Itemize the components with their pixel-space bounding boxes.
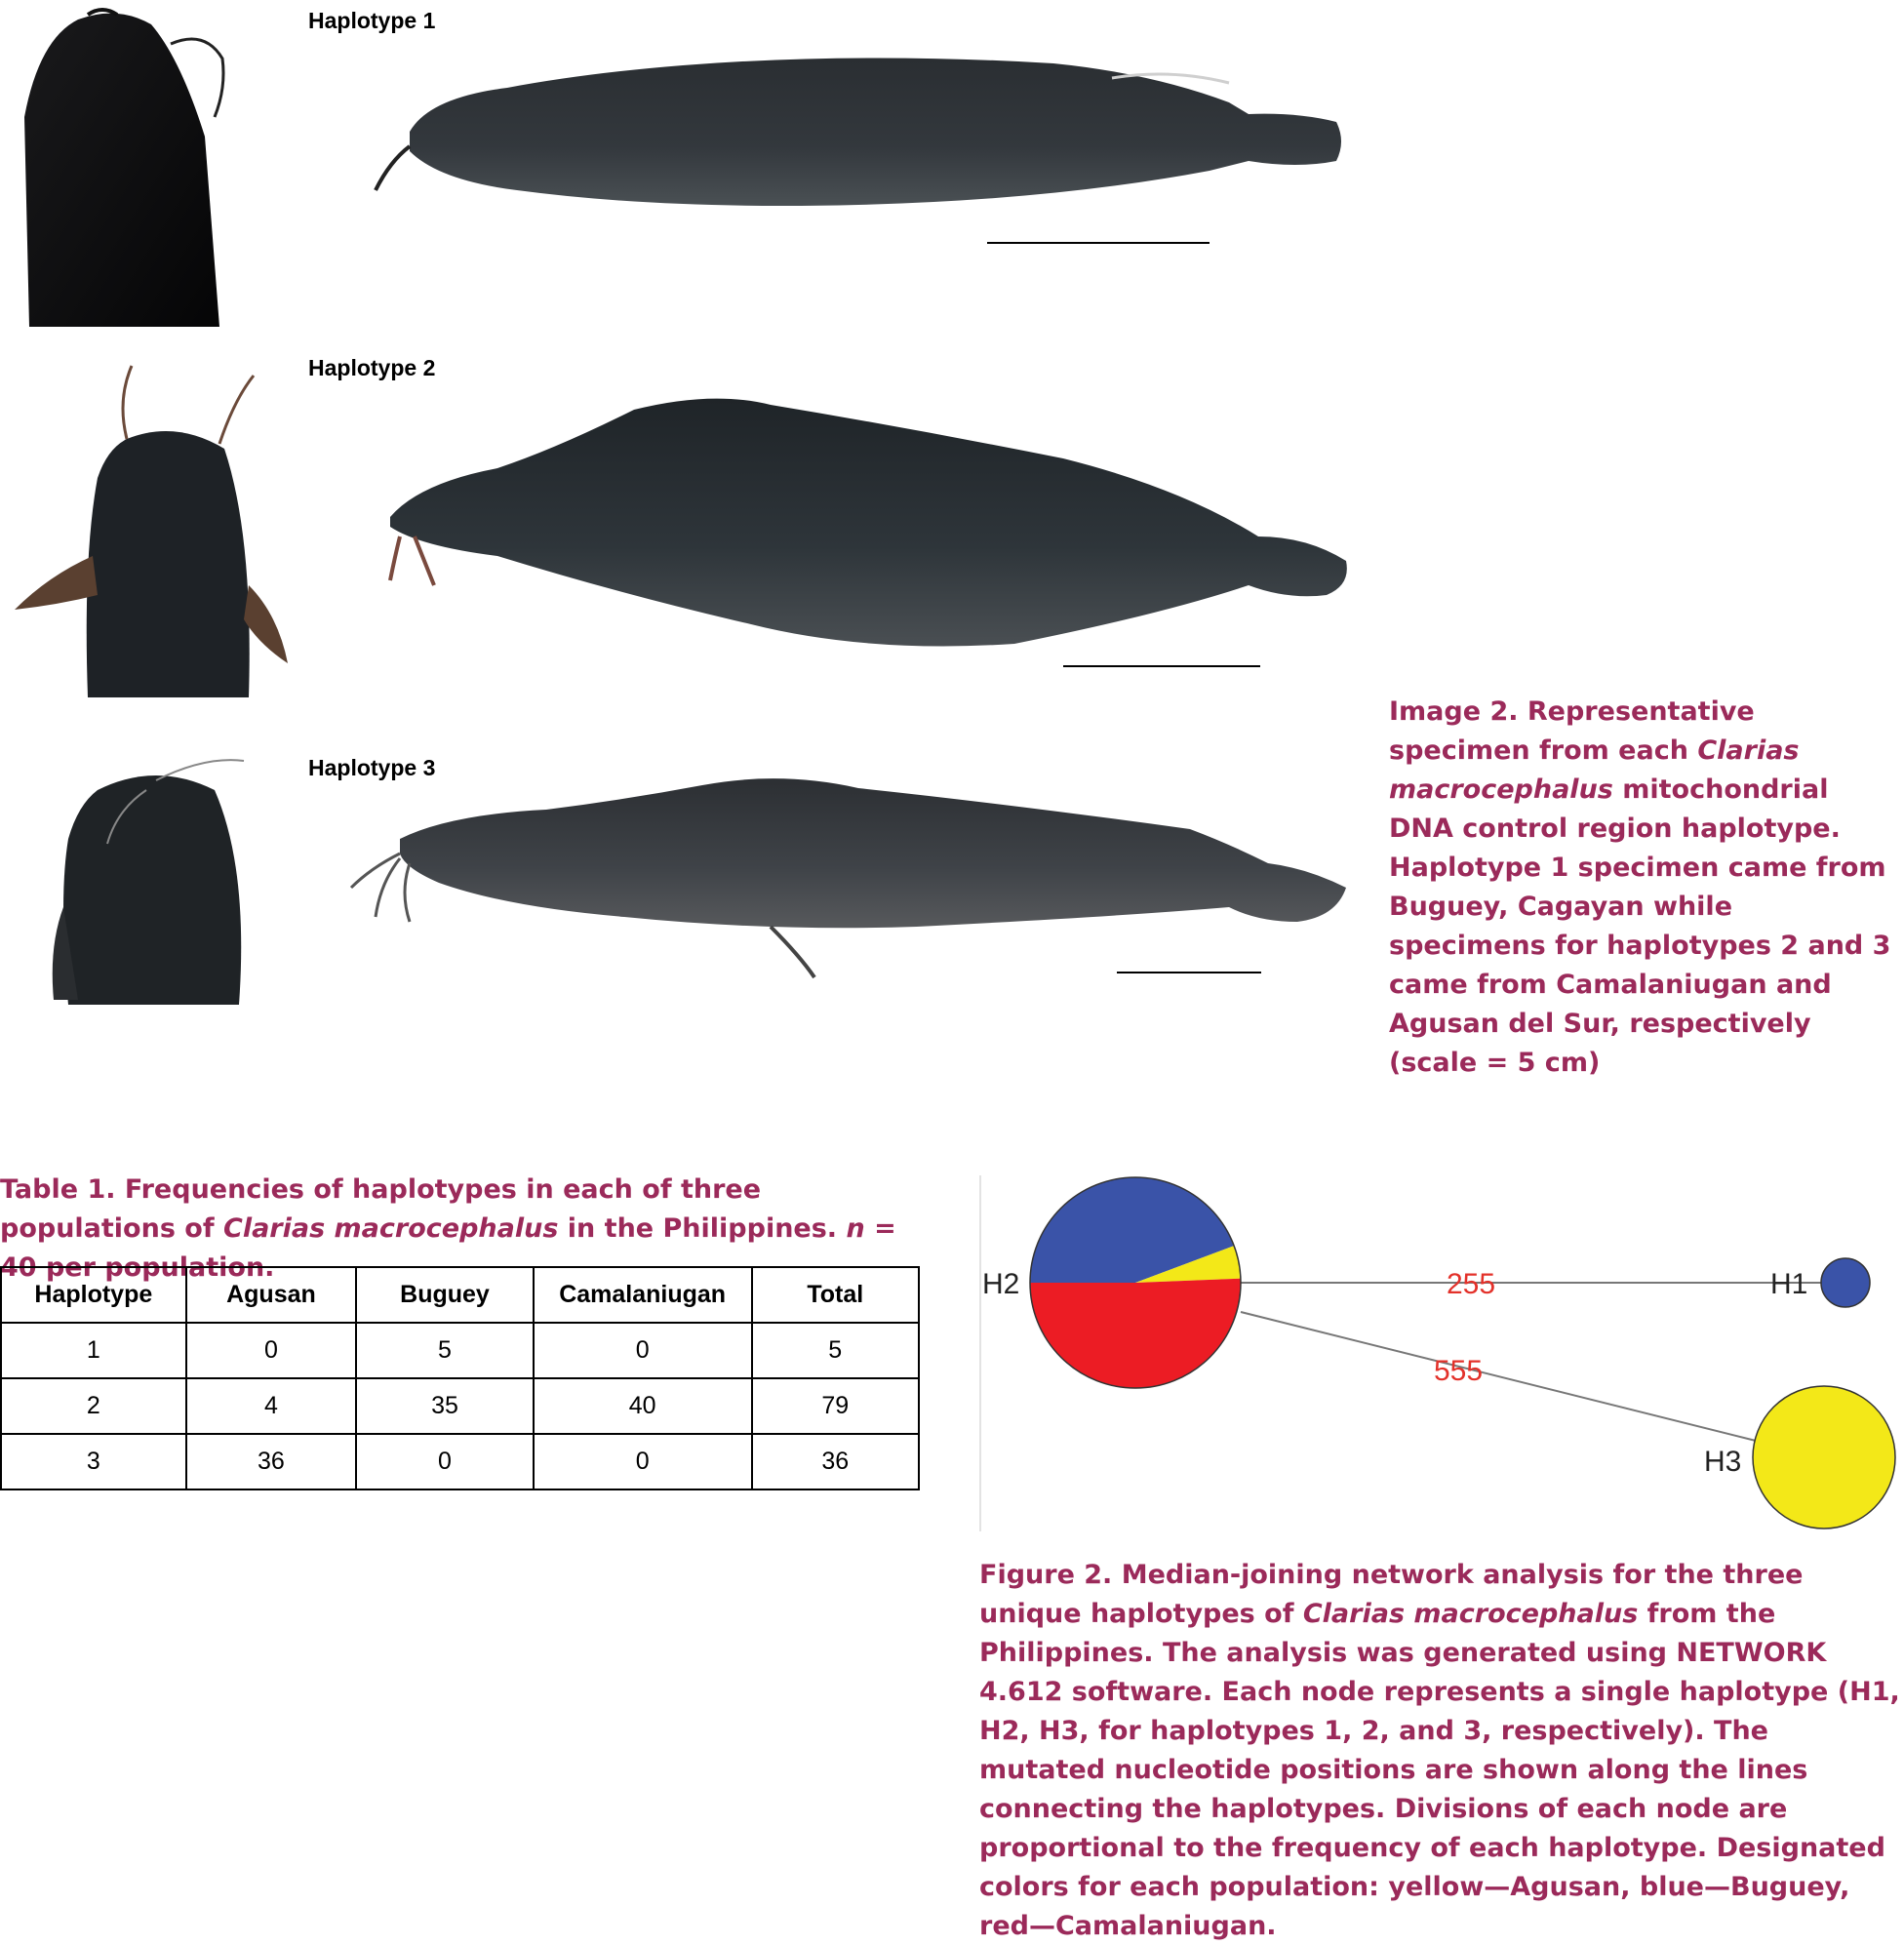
node-h1 <box>1821 1258 1870 1307</box>
image-caption-prefix: Image 2. Representative specimen from each <box>1389 696 1755 766</box>
cell: 35 <box>356 1378 534 1434</box>
edge-h2-h1-label: 255 <box>1447 1268 1496 1300</box>
haplotype-2-head-photo <box>10 361 293 702</box>
cell: 40 <box>534 1378 752 1434</box>
cell: 36 <box>186 1434 357 1489</box>
haplotype-2-label: Haplotype 2 <box>308 355 436 380</box>
haplotype-1-body-photo <box>371 44 1356 219</box>
haplotype-network <box>975 1166 1904 1546</box>
haplotype-1-scale-bar <box>987 242 1210 244</box>
table-row <box>1 1434 919 1489</box>
haplotype-2-body-photo <box>380 390 1356 663</box>
cell: 2 <box>1 1378 186 1434</box>
table-header-row <box>1 1267 919 1323</box>
haplotype-1-label: Haplotype 1 <box>308 8 436 33</box>
haplotype-3-scale-bar <box>1117 972 1261 973</box>
header-haplotype: Haplotype <box>1 1267 186 1323</box>
cell: 0 <box>356 1434 534 1489</box>
haplotype-3-label: Haplotype 3 <box>308 755 436 780</box>
haplotype-3-head-photo <box>39 751 263 1010</box>
node-h3 <box>1753 1386 1895 1529</box>
haplotype-2-scale-bar <box>1063 665 1260 667</box>
header-buguey: Buguey <box>356 1267 534 1323</box>
cell: 1 <box>1 1323 186 1378</box>
table-row <box>1 1378 919 1434</box>
edge-h2-h3 <box>1241 1312 1756 1441</box>
node-h3-label: H3 <box>1704 1446 1742 1478</box>
table-caption-species: Clarias macrocephalus <box>223 1213 559 1244</box>
node-h2-label: H2 <box>982 1268 1020 1300</box>
cell: 0 <box>534 1323 752 1378</box>
node-h1-label: H1 <box>1770 1268 1808 1300</box>
node-h2-segment-camalaniugan <box>1030 1279 1241 1388</box>
network-caption-prefix: Figure 2. Median-joining network analysis for the three unique haplotypes of <box>979 1560 1804 1629</box>
haplotype-frequency-table <box>0 1266 920 1490</box>
cell: 3 <box>1 1434 186 1489</box>
table-caption-suffix: = 40 per population. <box>0 1213 896 1283</box>
header-total: Total <box>752 1267 919 1323</box>
header-camalaniugan: Camalaniugan <box>534 1267 752 1323</box>
cell: 0 <box>186 1323 357 1378</box>
edge-h2-h3-label: 555 <box>1434 1355 1484 1387</box>
table-caption-prefix: Table 1. Frequencies of haplotypes in each of three populations of <box>0 1174 762 1244</box>
cell: 79 <box>752 1378 919 1434</box>
cell: 36 <box>752 1434 919 1489</box>
network-caption-species: Clarias macrocephalus <box>1302 1599 1639 1629</box>
image-caption <box>1389 693 1896 1083</box>
node-h2 <box>1030 1177 1241 1388</box>
cell: 5 <box>356 1323 534 1378</box>
header-agusan: Agusan <box>186 1267 357 1323</box>
haplotype-3-body-photo <box>332 761 1356 985</box>
network-caption <box>979 1556 1901 1946</box>
cell: 4 <box>186 1378 357 1434</box>
table-caption-n: n <box>846 1213 865 1244</box>
network-caption-suffix: from the Philippines. The analysis was generated using NETWORK 4.612 software. Each node represents a single haplotype (H1, H2, H3, for haplotypes 1, 2, and 3, respectively). The mutated nucleotide positions are shown along the lines connecting the haplotypes. Divisions of each node are proportional to the frequency of each haplotype. Designated colors for each population: yellow—Agusan, blue—Buguey, red—Camalaniugan. <box>979 1599 1900 1941</box>
haplotype-1-head-photo <box>10 0 244 332</box>
table-row <box>1 1323 919 1378</box>
image-caption-species: Clarias macrocephalus <box>1389 735 1800 805</box>
cell: 5 <box>752 1323 919 1378</box>
table-caption-middle: in the Philippines. <box>558 1213 847 1244</box>
image-caption-suffix: mitochondrial DNA control region haplotype. Haplotype 1 specimen came from Buguey, Cagayan while specimens for haplotypes 2 and 3 came from Camalaniugan and Agusan del Sur, respectively (scale = 5 cm) <box>1389 774 1891 1078</box>
cell: 0 <box>534 1434 752 1489</box>
